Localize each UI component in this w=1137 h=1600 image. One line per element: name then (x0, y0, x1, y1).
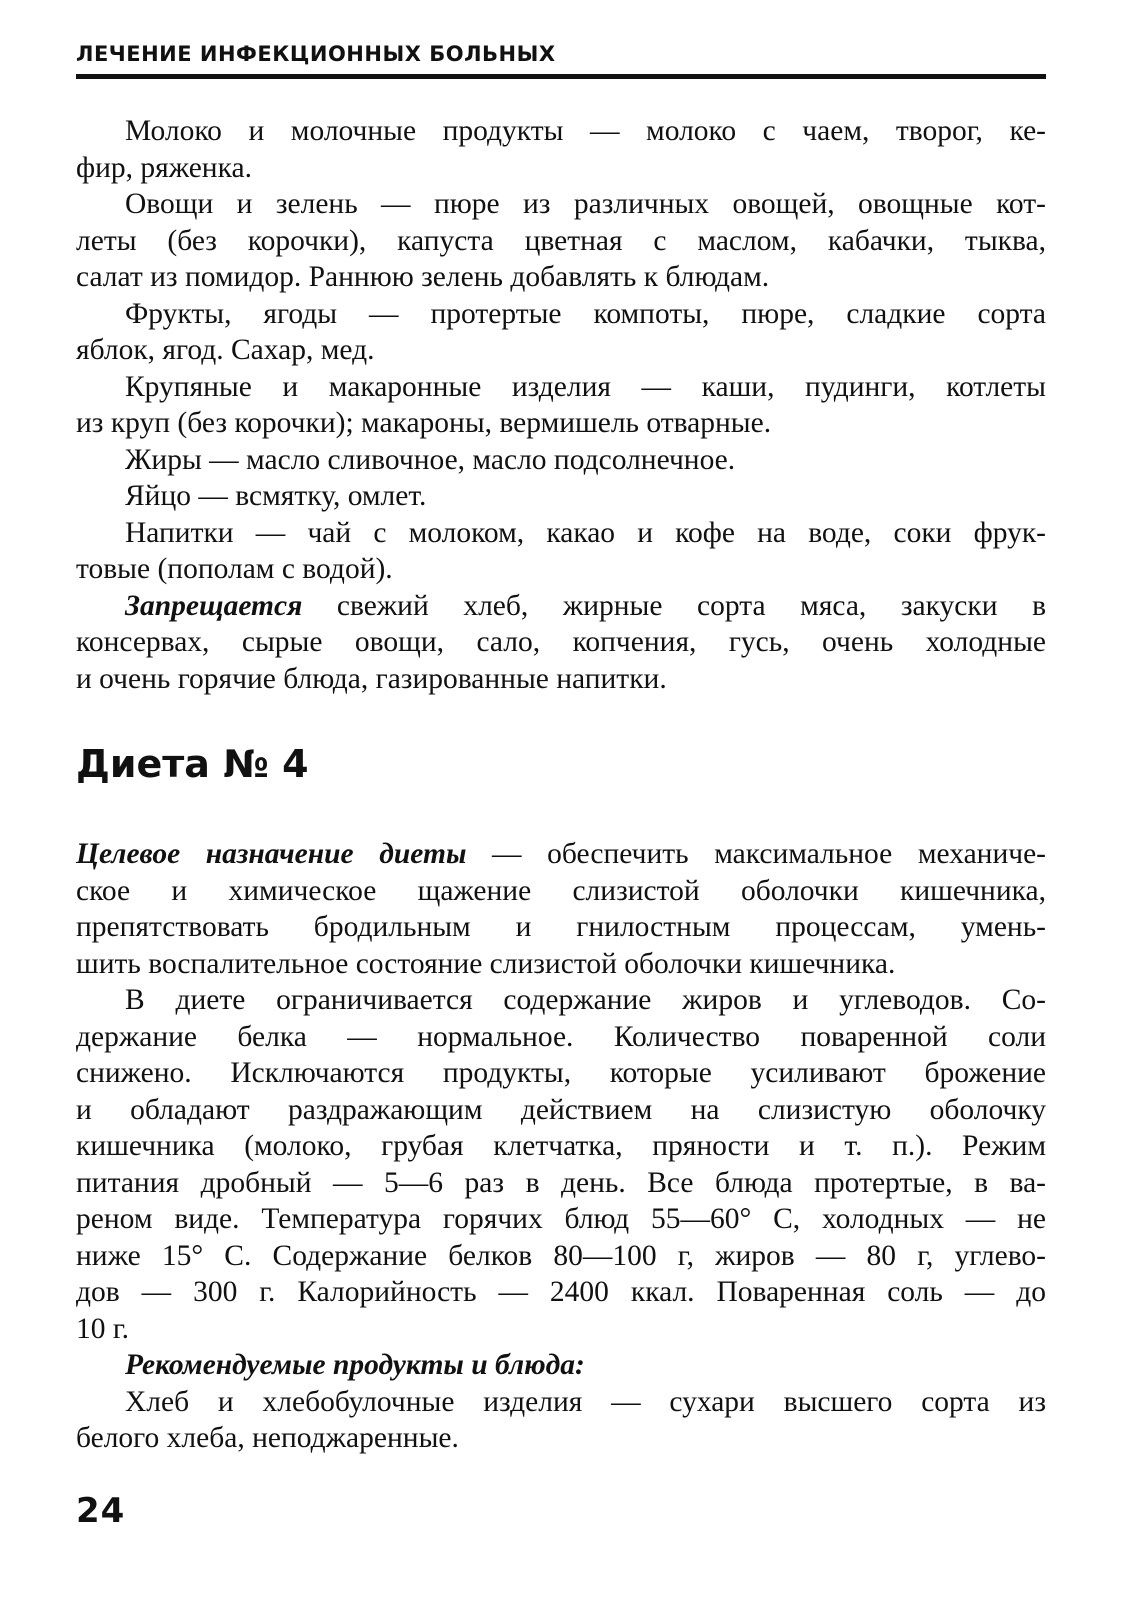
text-line: салат из помидор. Раннюю зелень добавлять к блюдам. (76, 261, 770, 293)
text-line: Жиры — масло сливочное, масло подсолнечное. (125, 443, 736, 476)
text-line: В диете ограничивается содержание жиров и углеводов. Со- (125, 984, 1046, 1016)
paragraph-vegetables (76, 186, 1046, 296)
paragraph-drinks (76, 515, 1046, 588)
recommended-heading: Рекомендуемые продукты и блюда: (125, 1349, 585, 1381)
text-line: Крупяные и макаронные изделия — каши, пудинги, котлеты (125, 370, 1046, 403)
text-line: 10 г. (76, 1312, 130, 1345)
paragraph-fats (76, 442, 1046, 479)
text-line: дов — 300 г. Калорийность — 2400 ккал. Поваренная соль — до (76, 1276, 1046, 1308)
text-line: ское и химическое щажение слизистой оболочки кишечника, (76, 874, 1046, 907)
text-line (76, 588, 1046, 625)
paragraph-fruits (76, 296, 1046, 369)
text-line: Хлеб и хлебобулочные изделия — сухари высшего сорта из (125, 1385, 1046, 1418)
text-line: белого хлеба, неподжаренные. (76, 1422, 459, 1454)
text-line: реном виде. Температура горячих блюд 55—60° С, холодных — не (76, 1203, 1046, 1235)
text-line: яблок, ягод. Сахар, мед. (76, 334, 375, 366)
text-line: питания дробный — 5—6 раз в день. Все блюда протертые, в ва- (76, 1166, 1046, 1199)
text-line: Фрукты, ягоды — протертые компоты, пюре, сладкие сорта (125, 297, 1046, 330)
text-line: и очень горячие блюда, газированные напитки. (76, 662, 667, 695)
text-line: товые (пополам с водой). (76, 553, 393, 585)
text-line: консервах, сырые овощи, сало, копчения, гусь, очень холодные (76, 626, 1046, 658)
paragraph-dairy (76, 113, 1046, 186)
paragraph-cereals (76, 369, 1046, 442)
page-number: 24 (76, 1491, 126, 1531)
text-line: Овощи и зелень — пюре из различных овощей, овощные кот- (125, 188, 1046, 220)
text-fragment: свежий хлеб, жирные сорта мяса, закуски в (302, 589, 1046, 622)
text-fragment: — обеспечить максимальное механиче- (466, 838, 1046, 870)
paragraph-recommended-heading (76, 1347, 1046, 1384)
text-line: и обладают раздражающим действием на слизистую оболочку (76, 1093, 1046, 1126)
paragraph-eggs (76, 478, 1046, 515)
emphasis-goal: Целевое назначение диеты (76, 838, 467, 870)
running-head: ЛЕЧЕНИЕ ИНФЕКЦИОННЫХ БОЛЬНЫХ (76, 42, 556, 66)
section-heading: Диета № 4 (76, 742, 309, 786)
food-list-section (76, 113, 1046, 697)
text-line: фир, ряженка. (76, 151, 252, 184)
text-line: Яйцо — всмятку, омлет. (125, 480, 427, 512)
paragraph-bread (76, 1384, 1046, 1457)
text-line: Молоко и молочные продукты — молоко с чаем, творог, ке- (125, 115, 1046, 147)
diet-section (76, 836, 1046, 1457)
paragraph-forbidden (76, 588, 1046, 698)
text-line: препятствовать бродильным и гнилостным процессам, умень- (76, 911, 1046, 943)
text-line: ниже 15° С. Содержание белков 80—100 г, жиров — 80 г, углево- (76, 1239, 1046, 1272)
text-line: шить воспалительное состояние слизистой оболочки кишечника. (76, 947, 896, 980)
text-line (76, 836, 1046, 873)
text-line: держание белка — нормальное. Количество поваренной соли (76, 1020, 1046, 1053)
text-line: леты (без корочки), капуста цветная с маслом, кабачки, тыква, (76, 224, 1046, 257)
text-line: из круп (без корочки); макароны, вермишель отварные. (76, 407, 772, 439)
emphasis-forbidden: Запрещается (125, 589, 303, 622)
paragraph-diet-description (76, 982, 1046, 1347)
text-line: снижено. Исключаются продукты, которые усиливают брожение (76, 1057, 1046, 1089)
text-line: Напитки — чай с молоком, какао и кофе на воде, соки фрук- (125, 516, 1046, 549)
header-rule (76, 74, 1046, 79)
paragraph-goal (76, 836, 1046, 982)
text-line: кишечника (молоко, грубая клетчатка, пряности и т. п.). Режим (76, 1130, 1046, 1162)
